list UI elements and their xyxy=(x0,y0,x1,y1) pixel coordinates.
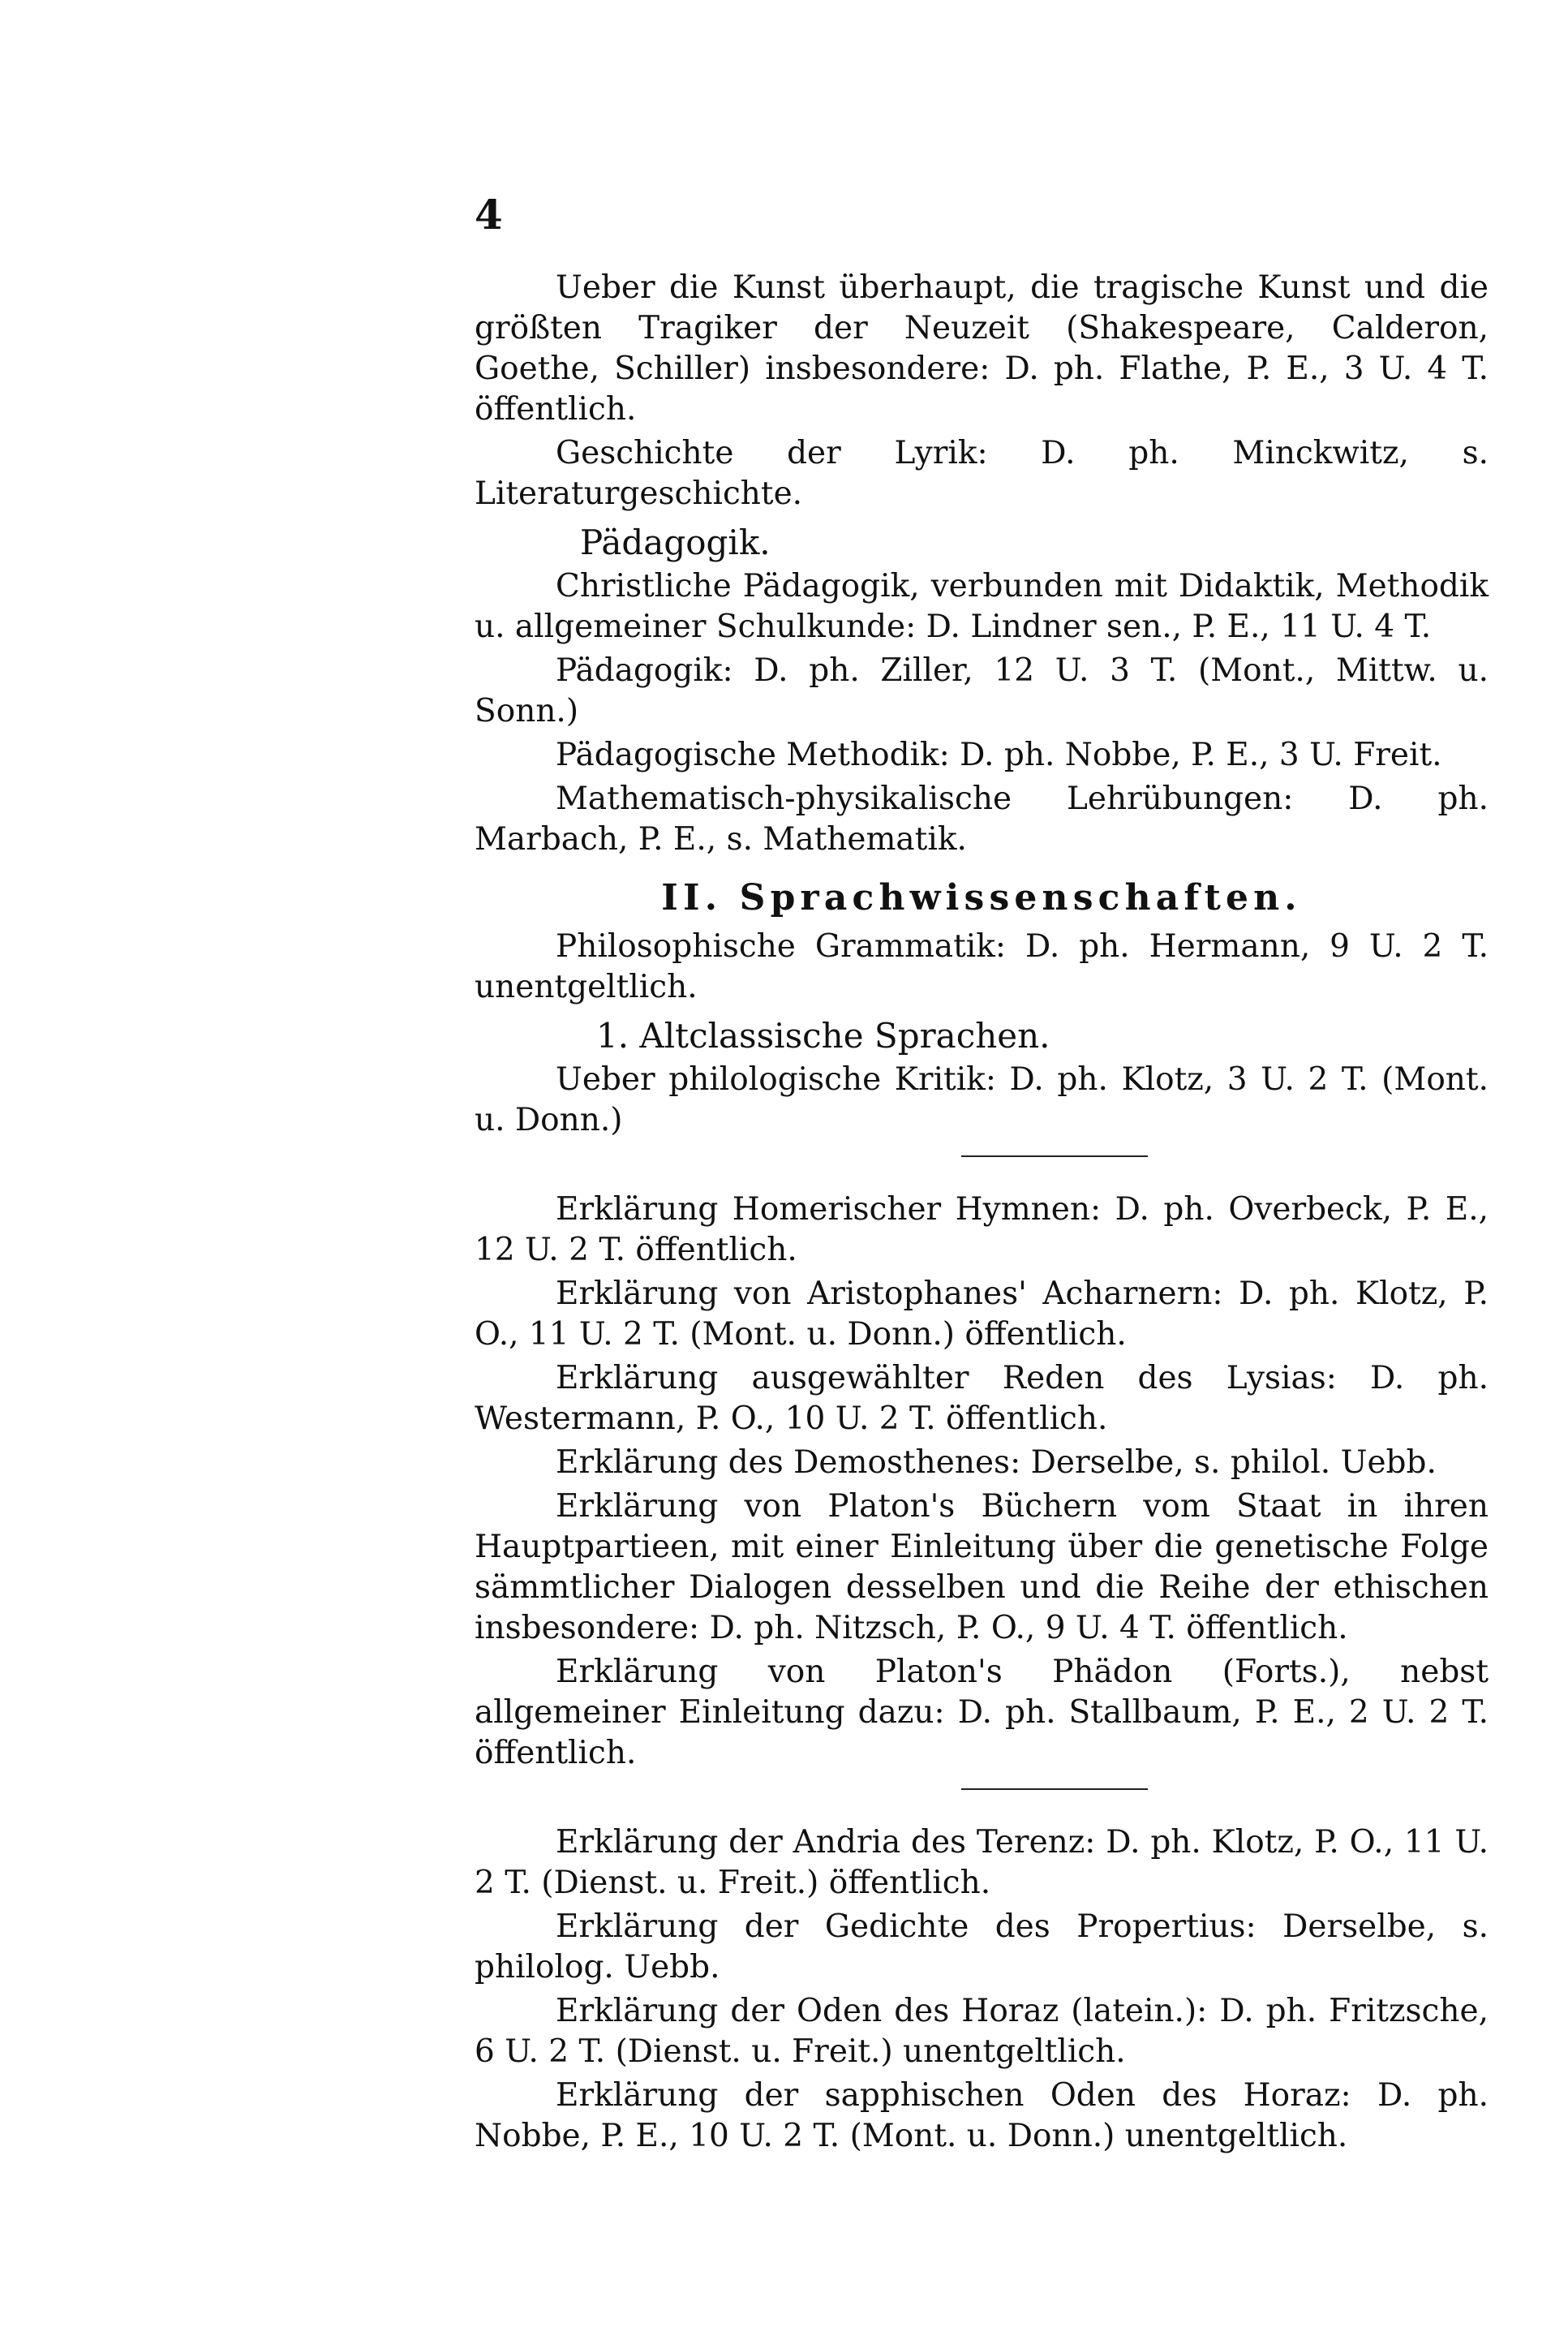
page-content xyxy=(475,268,1489,2160)
lecture-entry: Erklärung von Aristophanes' Acharnern: D. ph. Klotz, P. O., 11 U. 2 T. (Mont. u. Donn.) öffentlich. xyxy=(475,1276,1489,1353)
lecture-entry: Erklärung der Oden des Horaz (latein.): D. ph. Fritzsche, 6 U. 2 T. (Dienst. u. Freit.) unentgeltlich. xyxy=(475,1993,1489,2070)
section-heading-sprachwissenschaften: II. Sprachwissenschaften. xyxy=(661,877,1302,919)
lecture-entry: Christliche Pädagogik, verbunden mit Didaktik, Methodik u. allgemeiner Schulkunde: D. Lindner sen., P. E., 11 U. 4 T. xyxy=(475,568,1489,645)
lecture-entry: Erklärung der sapphischen Oden des Horaz: D. ph. Nobbe, P. E., 10 U. 2 T. (Mont. u. Donn.) unentgeltlich. xyxy=(475,2077,1489,2154)
divider-rule xyxy=(961,1788,1148,1790)
lecture-entry: Erklärung von Platon's Phädon (Forts.), nebst allgemeiner Einleitung dazu: D. ph. Stallbaum, P. E., 2 U. 2 T. öffentlich. xyxy=(475,1654,1489,1771)
lecture-entry: Mathematisch-physikalische Lehrübungen: D. ph. Marbach, P. E., s. Mathematik. xyxy=(475,781,1489,858)
lecture-entry: Erklärung der Andria des Terenz: D. ph. Klotz, P. O., 11 U. 2 T. (Dienst. u. Freit.) öffentlich. xyxy=(475,1824,1489,1901)
divider-rule xyxy=(961,1155,1148,1157)
lecture-entry: Erklärung von Platon's Büchern vom Staat in ihren Hauptpartieen, mit einer Einleitung über die genetische Folge sämmtlicher Dialogen desselben und die Reihe der ethischen insbesondere: D. ph. Nitzsch, P. O., 9 U. 4 T. öffentlich. xyxy=(475,1488,1489,1646)
lecture-entry: Erklärung der Gedichte des Propertius: Derselbe, s. philolog. Uebb. xyxy=(475,1908,1489,1985)
lecture-entry: Erklärung ausgewählter Reden des Lysias: D. ph. Westermann, P. O., 10 U. 2 T. öffentlich. xyxy=(475,1360,1489,1437)
lecture-entry: Pädagogische Methodik: D. ph. Nobbe, P. E., 3 U. Freit. xyxy=(556,737,1442,773)
lecture-entry: Ueber philologische Kritik: D. ph. Klotz, 3 U. 2 T. (Mont. u. Donn.) xyxy=(475,1061,1489,1138)
subsection-heading-altclassische: 1. Altclassische Sprachen. xyxy=(596,1016,1050,1056)
lecture-entry: Ueber die Kunst überhaupt, die tragische Kunst und die größten Tragiker der Neuzeit (Shakespeare, Calderon, Goethe, Schiller) insbesondere: D. ph. Flathe, P. E., 3 U. 4 T. öffentlich. xyxy=(475,269,1489,428)
lecture-entry: Pädagogik: D. ph. Ziller, 12 U. 3 T. (Mont., Mittw. u. Sonn.) xyxy=(475,652,1489,729)
lecture-entry: Geschichte der Lyrik: D. ph. Minckwitz, s. Literaturgeschichte. xyxy=(475,435,1489,512)
section-heading-paedagogik: Pädagogik. xyxy=(580,523,771,562)
page-number: 4 xyxy=(475,191,503,239)
lecture-entry: Erklärung des Demosthenes: Derselbe, s. philol. Uebb. xyxy=(556,1444,1437,1481)
lecture-entry: Philosophische Grammatik: D. ph. Hermann, 9 U. 2 T. unentgeltlich. xyxy=(475,928,1489,1005)
lecture-entry: Erklärung Homerischer Hymnen: D. ph. Overbeck, P. E., 12 U. 2 T. öffentlich. xyxy=(475,1191,1489,1268)
